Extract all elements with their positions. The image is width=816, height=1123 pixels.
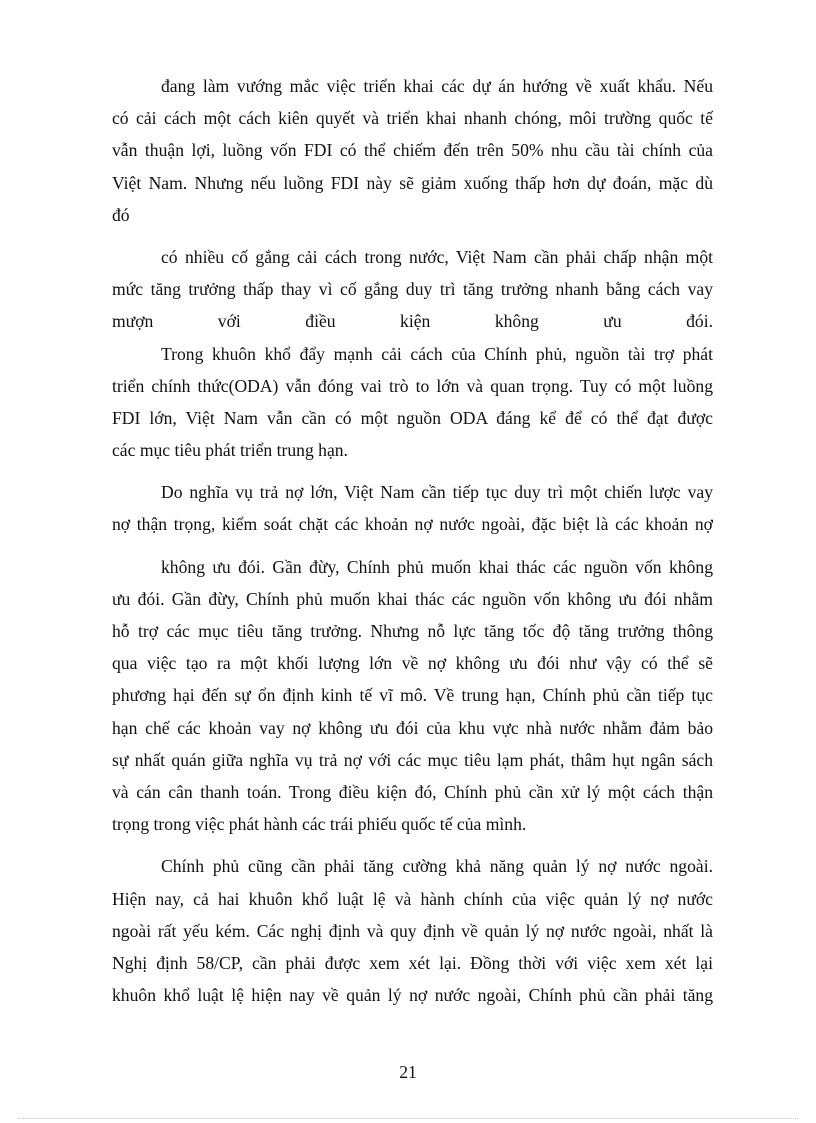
paragraph-5	[112, 551, 713, 841]
text-line: hạn chế các khoản vay nợ không ưu đói của khu vực nhà nước nhằm đảm bảo	[112, 717, 713, 738]
text-line: đang làm vướng mắc việc triển khai các dự án hướng về xuất khẩu. Nếu	[161, 76, 713, 96]
text-line: hỗ trợ các mục tiêu tăng trưởng. Nhưng nỗ lực tăng tốc độ tăng trưởng thông	[112, 621, 713, 641]
paragraph-spacer	[112, 466, 713, 476]
text-line: qua việc tạo ra một khối lượng lớn về nợ không ưu đói như vậy có thể sẽ	[112, 653, 713, 674]
text-line: triển chính thức(ODA) vẫn đóng vai trò to lớn và quan trọng. Tuy có một luồng	[112, 375, 713, 396]
text-line: Chính phủ cũng cần phải tăng cường khả năng quản lý nợ nước ngoài.	[161, 856, 713, 877]
text-line: Hiện nay, cả hai khuôn khổ luật lệ và hành chính của việc quản lý nợ nước	[112, 888, 713, 909]
page-number: 21	[399, 1062, 417, 1082]
text-line: vẫn thuận lợi, luồng vốn FDI có thể chiếm đến trên 50% nhu cầu tài chính của	[112, 140, 713, 161]
paragraph-6	[112, 850, 713, 1011]
text-line: ưu đói. Gần đừy, Chính phủ muốn khai thác các nguồn vốn không ưu đói nhằm	[112, 588, 713, 609]
text-line: Nghị định 58/CP, cần phải được xem xét lại. Đồng thời với việc xem xét lại	[112, 952, 713, 973]
text-line: nợ thận trọng, kiểm soát chặt các khoản nợ nước ngoài, đặc biệt là các khoản nợ	[112, 514, 713, 535]
paragraph-spacer	[112, 840, 713, 850]
text-line: mượn với điều kiện không ưu đói.	[112, 311, 713, 332]
text-line: Việt Nam. Nhưng nếu luồng FDI này sẽ giảm xuống thấp hơn dự đoán, mặc dù	[112, 172, 713, 193]
paragraph-1	[112, 70, 713, 231]
text-line: đó	[112, 204, 130, 225]
text-line: có cải cách một cách kiên quyết và triển khai nhanh chóng, môi trường quốc tế	[112, 108, 713, 129]
text-line: mức tăng trưởng thấp thay vì cố gắng duy trì tăng trưởng nhanh bằng cách vay	[112, 279, 713, 300]
text-line: các mục tiêu phát triển trung hạn.	[112, 440, 348, 461]
text-line: trọng trong việc phát hành các trái phiếu quốc tế của mình.	[112, 814, 527, 835]
text-line: Trong khuôn khổ đẩy mạnh cải cách của Chính phủ, nguồn tài trợ phát	[161, 343, 713, 364]
paragraph-3	[112, 338, 713, 467]
paragraph-2	[112, 241, 713, 338]
text-line: có nhiều cố gắng cải cách trong nước, Việt Nam cần phải chấp nhận một	[161, 246, 713, 267]
text-line: không ưu đói. Gần đừy, Chính phủ muốn khai thác các nguồn vốn không	[161, 556, 713, 577]
document-body	[112, 70, 713, 1011]
text-line: ngoài rất yếu kém. Các nghị định và quy định về quản lý nợ nước ngoài, nhất là	[112, 920, 713, 941]
paragraph-spacer	[112, 231, 713, 241]
paragraph-4	[112, 476, 713, 540]
text-line: sự nhất quán giữa nghĩa vụ trả nợ với các mục tiêu lạm phát, thâm hụt ngân sách	[112, 749, 713, 770]
page-edge-divider	[18, 1118, 798, 1119]
text-line: khuôn khổ luật lệ hiện nay về quản lý nợ nước ngoài, Chính phủ cần phải tăng	[112, 985, 713, 1006]
text-line: FDI lớn, Việt Nam vẫn cần có một nguồn ODA đáng kể để có thể đạt được	[112, 407, 713, 428]
text-line: Do nghĩa vụ trả nợ lớn, Việt Nam cần tiếp tục duy trì một chiến lược vay	[161, 482, 713, 503]
text-line: phương hại đến sự ổn định kinh tế vĩ mô. Về trung hạn, Chính phủ cần tiếp tục	[112, 685, 713, 706]
text-line: và cán cân thanh toán. Trong điều kiện đó, Chính phủ cần xử lý một cách thận	[112, 781, 713, 802]
paragraph-spacer	[112, 541, 713, 551]
